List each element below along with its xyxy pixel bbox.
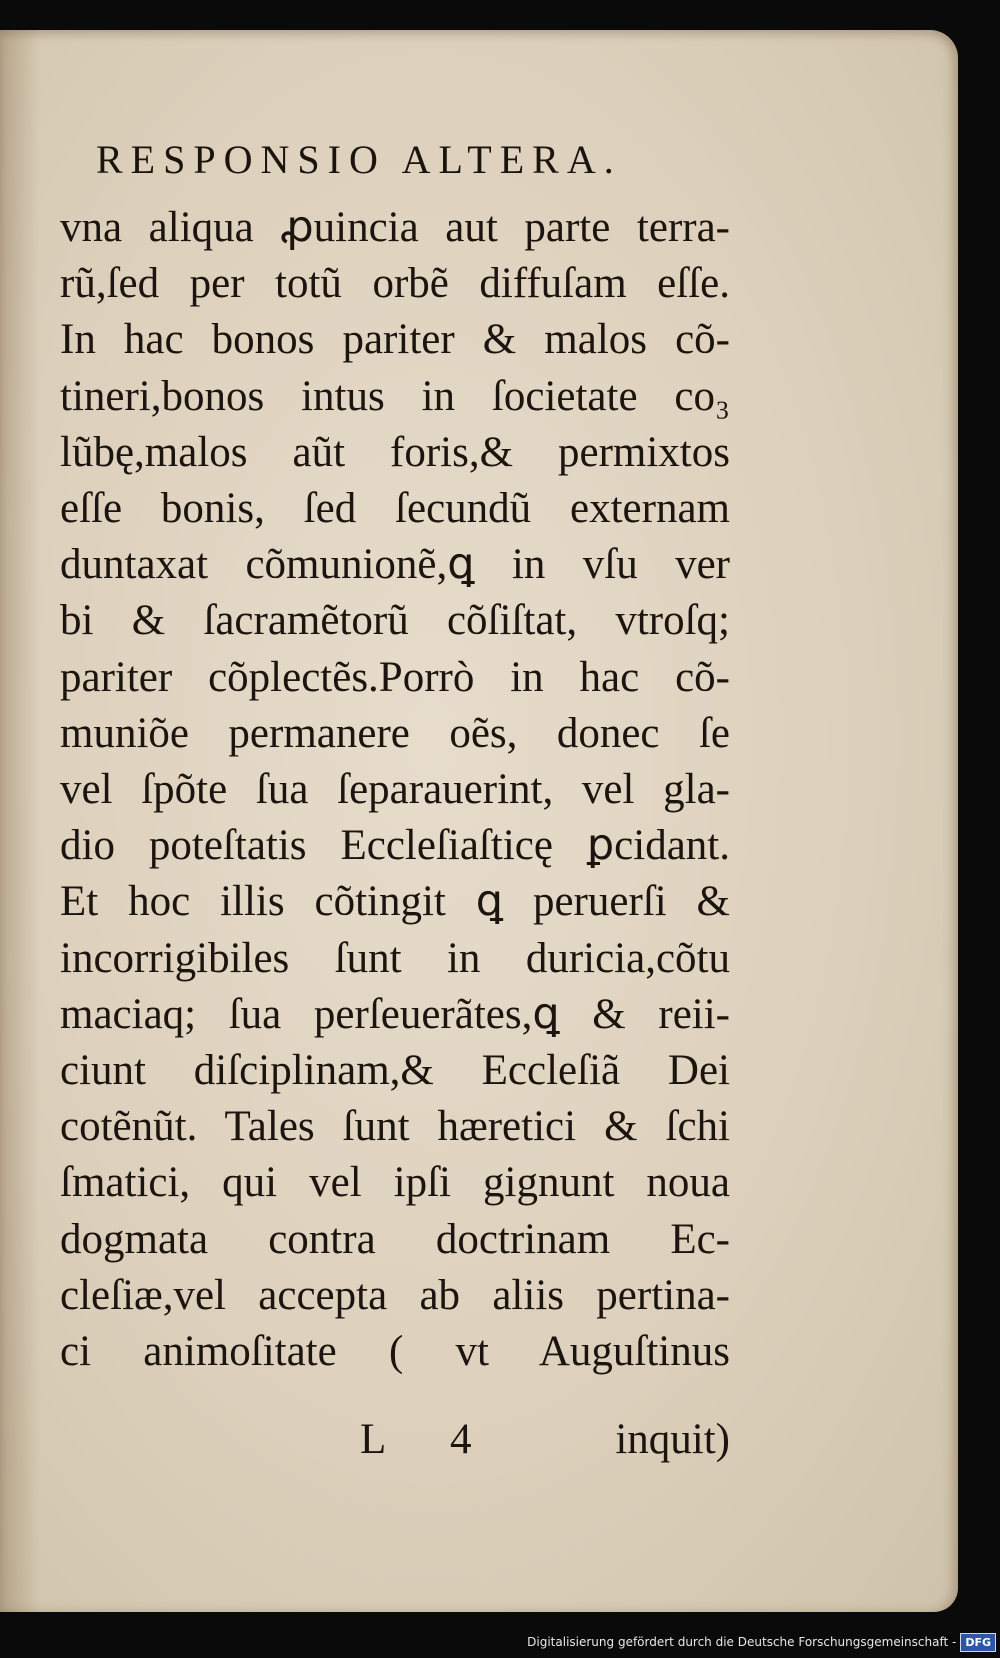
text-line: cleſiæ,vel accepta ab aliis pertina-: [60, 1271, 730, 1319]
text-line: incorrigibiles ſunt in duricia,cõtu: [60, 934, 730, 982]
text-line: dogmata contra doctrinam Ec-: [60, 1215, 730, 1263]
text-line: pariter cõplectẽs.Porrò in hac cõ-: [60, 653, 730, 701]
footer-credit-text: Digitalisierung gefördert durch die Deutsche Forschungsgemeinschaft -: [527, 1635, 957, 1649]
text-line: tineri,bonos intus in ſocietate co₃: [60, 372, 730, 420]
text-line: vna aliqua ꝓuincia aut parte terra-: [60, 204, 730, 251]
text-line: ci animoſitate ( vt Auguſtinus: [60, 1328, 730, 1376]
footer-credit: [527, 1630, 996, 1654]
book-page: [0, 30, 958, 1612]
text-line: duntaxat cõmunionẽ,ꝗ in vſu ver: [60, 541, 730, 589]
catchword: inquit): [615, 1416, 730, 1463]
text-line: lũbę,malos aũt foris,& permixtos: [60, 428, 730, 476]
text-line: rũ,ſed per totũ orbẽ diffuſam eſſe.: [60, 260, 730, 308]
text-line: In hac bonos pariter & malos cõ-: [60, 316, 730, 364]
signature-mark: L: [360, 1416, 387, 1463]
text-line: dio poteſtatis Eccleſiaſticę ꝑcidant.: [60, 822, 730, 870]
text-line: Et hoc illis cõtingit ꝗ peruerſi &: [60, 878, 730, 926]
signature-line: [340, 1415, 730, 1475]
running-head: RESPONSIO ALTERA.: [96, 137, 622, 182]
text-line: bi & ſacramẽtorũ cõſiſtat, vtroſq;: [60, 597, 730, 645]
text-line: cotẽnũt. Tales ſunt hæretici & ſchi: [60, 1103, 730, 1151]
text-line: ciunt diſciplinam,& Eccleſiã Dei: [60, 1047, 730, 1095]
dfg-logo[interactable]: DFG: [960, 1633, 996, 1652]
text-line: vel ſpõte ſua ſeparauerint, vel gla-: [60, 766, 730, 814]
text-line: muniõe permanere oẽs, donec ſe: [60, 709, 730, 757]
signature-number: 4: [450, 1416, 472, 1463]
text-line: maciaq; ſua perſeuerãtes,ꝗ & reii-: [60, 990, 730, 1038]
body-text: [60, 200, 730, 1380]
text-line: eſſe bonis, ſed ſecundũ externam: [60, 485, 730, 533]
text-line: ſmatici, qui vel ipſi gignunt noua: [60, 1159, 730, 1207]
